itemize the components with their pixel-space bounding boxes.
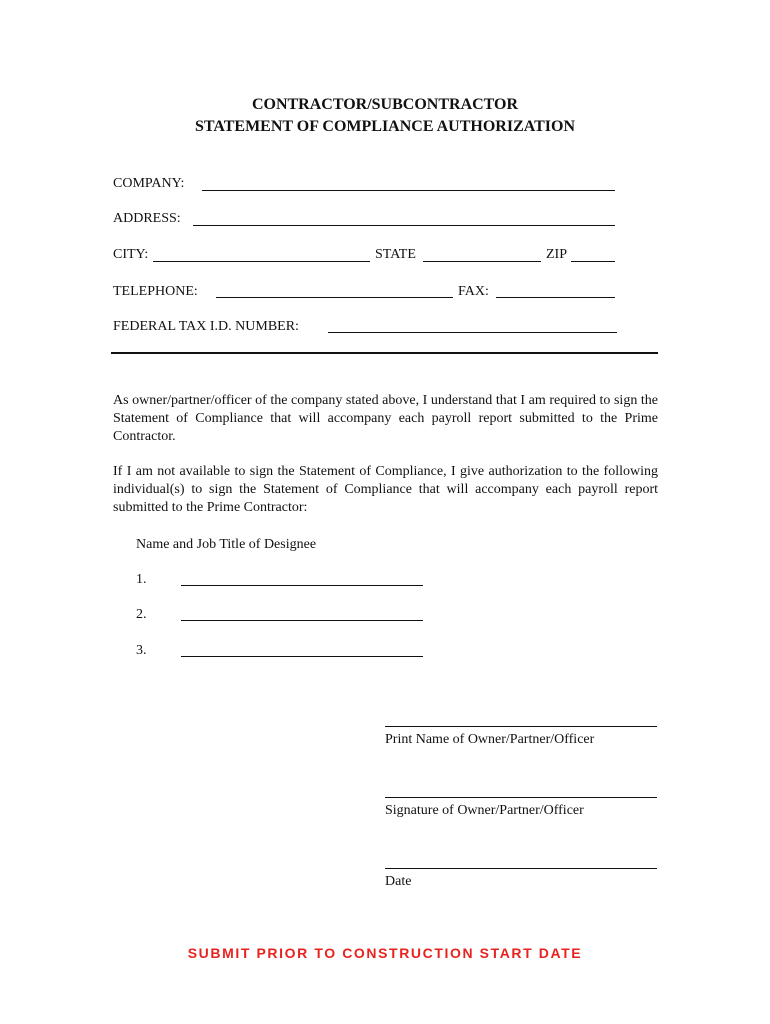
document-title-line1: CONTRACTOR/SUBCONTRACTOR	[251, 96, 519, 113]
section-divider	[111, 352, 658, 354]
date-line[interactable]	[385, 868, 657, 869]
signature-label: Signature of Owner/Partner/Officer	[385, 803, 584, 818]
designee-number-3: 3.	[136, 643, 147, 658]
designee-heading: Name and Job Title of Designee	[136, 537, 317, 552]
designee-field-2[interactable]	[181, 620, 423, 621]
address-field[interactable]	[193, 225, 615, 226]
telephone-field[interactable]	[216, 297, 453, 298]
city-label: CITY:	[113, 247, 149, 262]
company-label: COMPANY:	[113, 176, 185, 191]
zip-label: ZIP	[546, 247, 567, 262]
state-field[interactable]	[423, 261, 541, 262]
signature-line[interactable]	[385, 797, 657, 798]
fax-label: FAX:	[458, 284, 489, 299]
authorization-paragraph-2: If I am not available to sign the Statement of Compliance, I give authorization to the following individual(s) to sign the Statement of Compliance that will accompany each payroll report submitted to the Prime Contractor:	[113, 464, 658, 515]
zip-field[interactable]	[571, 261, 615, 262]
date-label: Date	[385, 874, 412, 889]
city-field[interactable]	[153, 261, 370, 262]
telephone-label: TELEPHONE:	[113, 284, 198, 299]
address-label: ADDRESS:	[113, 211, 181, 226]
document-title-line2: STATEMENT OF COMPLIANCE AUTHORIZATION	[194, 118, 576, 135]
print-name-line[interactable]	[385, 726, 657, 727]
print-name-label: Print Name of Owner/Partner/Officer	[385, 732, 595, 747]
designee-number-1: 1.	[136, 572, 147, 587]
authorization-paragraph-1: As owner/partner/officer of the company stated above, I understand that I am required to sign the Statement of Compliance that will accompany each payroll report submitted to the Prime Contractor.	[113, 393, 658, 444]
submit-notice: SUBMIT PRIOR TO CONSTRUCTION START DATE	[187, 945, 583, 961]
fax-field[interactable]	[496, 297, 615, 298]
designee-field-1[interactable]	[181, 585, 423, 586]
company-field[interactable]	[202, 190, 615, 191]
state-label: STATE	[375, 247, 416, 262]
designee-number-2: 2.	[136, 607, 147, 622]
designee-field-3[interactable]	[181, 656, 423, 657]
federal-tax-id-label: FEDERAL TAX I.D. NUMBER:	[113, 319, 299, 334]
federal-tax-id-field[interactable]	[328, 332, 617, 333]
